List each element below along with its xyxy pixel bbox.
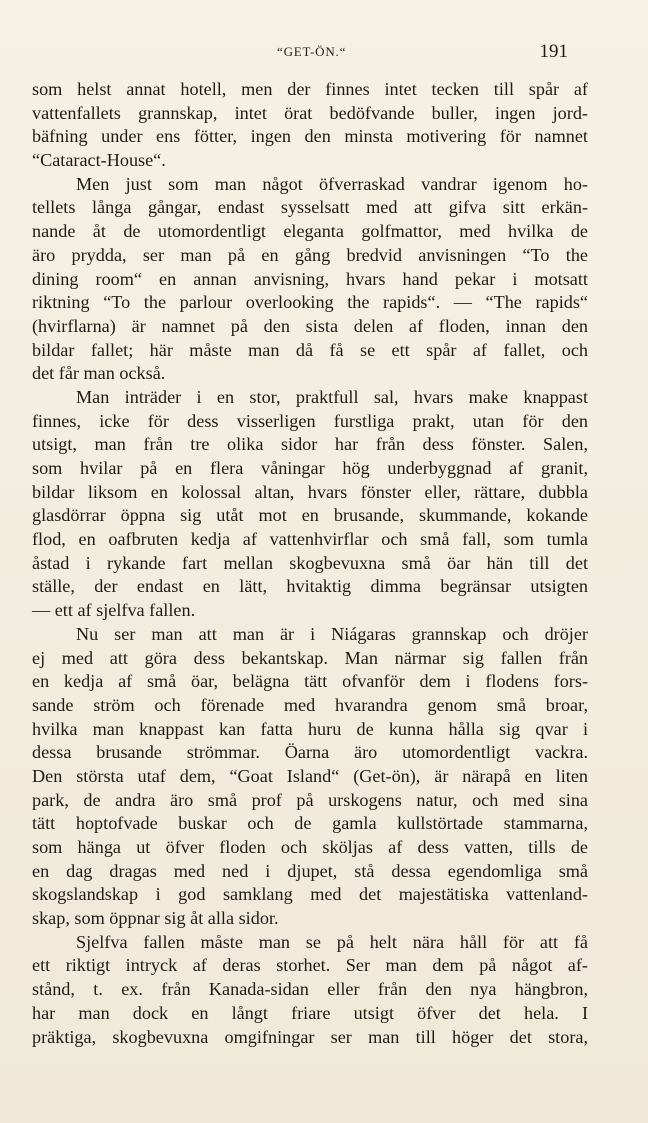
text-line: dessa brusande strömmar. Öarna äro utomordentligt vackra. [32,742,588,763]
text-line: riktning “To the parlour overlooking the rapids“. — “The rapids“ [32,292,588,313]
paragraph [32,931,588,1049]
text-line: bildar fallet; här måste man då få se ett spår af fallet, och [32,339,588,360]
text-line: ej med att göra dess bekantskap. Man närmar sig fallen från [32,647,588,668]
text-line: skogslandskap i god samklang med det majestätiska vattenland- [32,884,588,905]
text-line: — ett af sjelfva fallen. [32,600,196,621]
paragraph [32,623,588,931]
text-line: finnes, icke för dess visserligen furstliga prakt, utan för den [32,410,588,431]
text-line: som hvilar på en flera våningar hög underbyggnad af granit, [32,458,588,478]
running-head: “GET-ÖN.“ [277,44,347,59]
text-line: det får man också. [32,363,166,384]
text-line: hvilka man knappast kan fatta huru de kunna hålla sig qvar i [32,718,588,739]
text-line: (hvirflarna) är namnet på den sista delen af floden, innan den [32,315,588,336]
paragraph [32,173,588,386]
body-text [32,78,588,1049]
text-line: bäfning under ens fötter, ingen den minsta motivering för namnet [32,126,588,147]
text-line: en dag dragas med ned i djupet, stå dessa egendomliga små [32,860,588,881]
text-line: nande åt de utomordentligt eleganta golfmattor, med hvilka de [32,221,588,242]
text-line: tellets långa gångar, endast sysselsatt med att gifva sitt erkän- [32,197,588,218]
text-line: äro prydda, ser man på en gång bredvid anvisningen “To the [32,244,588,265]
text-line: Nu ser man att man är i Niágaras grannskap och dröjer [76,623,588,644]
text-line: präktiga, skogbevuxna omgifningar ser man till höger det stora, [32,1026,588,1047]
text-line: ett riktigt intryck af deras storhet. Ser man dem på något af- [32,955,588,976]
page-header [0,41,648,68]
text-line: glasdörrar öppna sig utåt mot en brusande, skummande, kokande [32,505,588,526]
text-line: Sjelfva fallen måste man se på helt nära håll för att få [76,931,588,952]
text-line: “Cataract-House“. [32,150,166,171]
text-line: en kedja af små öar, belägna tätt ofvanför dem i flodens fors- [32,671,588,692]
paragraph [32,386,588,623]
text-line: dining room“ en annan anvisning, hvars hand pekar i motsatt [32,268,588,289]
text-line: bildar liksom en kolossal altan, hvars fönster eller, rättare, dubbla [32,481,588,502]
text-line: utsigt, man från tre olika sidor har från dess fönster. Salen, [32,434,588,455]
page-number: 191 [539,41,568,62]
text-line: park, de andra äro små prof på urskogens natur, och med sina [32,789,588,810]
text-line: vattenfallets grannskap, intet örat bedöfvande buller, ingen jord- [32,102,588,123]
paragraph [32,78,588,173]
text-line: Man inträder i en stor, praktfull sal, hvars make knappast [76,386,588,407]
text-line: åstad i rykande fart mellan skogbevuxna små öar hän till det [32,552,588,573]
text-line: som hänga ut öfver floden och sköljas af dess vatten, tills de [32,837,588,857]
text-line: ställe, der endast en lätt, hvitaktig dimma begränsar utsigten [32,576,588,597]
text-line: har man dock en långt friare utsigt öfver det hela. I [32,1002,588,1023]
text-line: Men just som man något öfverraskad vandrar igenom ho- [76,173,588,194]
text-line: skap, som öppnar sig åt alla sidor. [32,908,279,929]
text-line: tätt hoptofvade buskar och de gamla kullstörtade stammarna, [32,813,588,834]
text-line: Den största utaf dem, “Goat Island“ (Get-ön), är närapå en liten [32,765,588,786]
text-line: sande ström och förenade med hvarandra genom små broar, [32,694,588,715]
text-line: flod, en oafbruten kedja af vattenhvirflar och små fall, som tumla [32,529,588,550]
text-line: stånd, t. ex. från Kanada-sidan eller från den nya hängbron, [32,979,588,1000]
text-line: som helst annat hotell, men der finnes intet tecken till spår af [32,79,588,99]
